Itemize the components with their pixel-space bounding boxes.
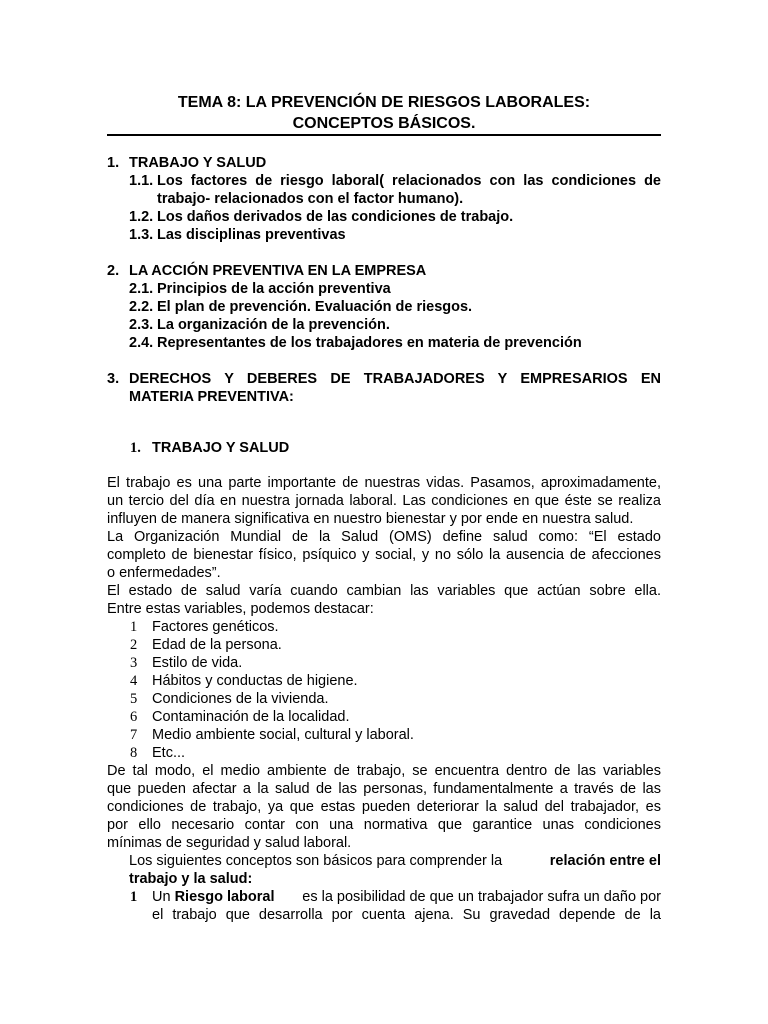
text-line	[129, 870, 661, 888]
list-text: Condiciones de la vivienda.	[152, 691, 329, 707]
list-number: 5	[130, 691, 138, 707]
text-line: completo de bienestar físico, psíquico y social, y no sólo la ausencia de afecciones	[107, 547, 661, 563]
list-number: 6	[130, 709, 138, 725]
text-line: un tercio del día en nuestra jornada laboral. Las condiciones en que éste se realiza	[107, 493, 661, 509]
list-text: Contaminación de la localidad.	[152, 709, 350, 725]
toc-label: LA ACCIÓN PREVENTIVA EN LA EMPRESA	[129, 263, 427, 279]
text-line: influyen de manera significativa en nuestro bienestar y por ende en nuestra salud.	[107, 511, 634, 527]
text-fragment: el trabajo que desarrolla por cuenta ajena. Su gravedad depende de la	[152, 907, 661, 923]
text-line: El trabajo es una parte importante de nuestras vidas. Pasamos, aproximadamente,	[107, 475, 661, 491]
toc-number: 1.3.	[129, 227, 154, 243]
list-number: 8	[130, 745, 138, 761]
list-number: 1	[130, 889, 138, 905]
toc-label: Los factores de riesgo laboral( relacionados con las condiciones de	[157, 173, 661, 189]
text-line: De tal modo, el medio ambiente de trabajo, se encuentra dentro de las variables	[107, 763, 661, 779]
page-title	[107, 92, 661, 134]
list-text: Etc...	[152, 745, 186, 761]
toc-number: 1.2.	[129, 209, 154, 225]
text-line: mínimas de seguridad y salud laboral.	[107, 835, 352, 851]
list-text: Medio ambiente social, cultural y laboral.	[152, 727, 414, 743]
title-divider	[107, 134, 661, 136]
text-line: condiciones de trabajo, ya que estas pueden deteriorar la salud del trabajador, es	[107, 799, 661, 815]
toc-label: Las disciplinas preventivas	[157, 227, 346, 243]
list-number: 1	[130, 619, 138, 635]
toc-label: El plan de prevención. Evaluación de riesgos.	[157, 299, 473, 315]
text-line: que pueden afectar a la salud de las personas, fundamentalmente a través de las	[107, 781, 661, 797]
list-number: 3	[130, 655, 138, 671]
text-line: o enfermedades”.	[107, 565, 221, 581]
text-fragment: Un	[152, 889, 171, 905]
text-fragment-bold: relación entre el	[549, 853, 661, 869]
toc-label: DERECHOS Y DEBERES DE TRABAJADORES Y EMPRESARIOS EN	[129, 371, 661, 387]
list-text: Estilo de vida.	[152, 655, 243, 671]
text-fragment: Los siguientes conceptos son básicos para comprender la	[129, 853, 503, 869]
list-number: 4	[130, 673, 138, 689]
toc-number: 2.4.	[129, 335, 154, 351]
text-fragment: es la posibilidad de que un trabajador sufra un daño por	[302, 889, 661, 905]
text-line	[152, 906, 661, 924]
section-number: 1.	[130, 440, 141, 456]
text-line: por ello necesario contar con una normativa que garantice unas condiciones	[107, 817, 661, 833]
text-fragment-bold: Riesgo laboral	[174, 889, 275, 905]
text-line: El estado de salud varía cuando cambian las variables que actúan sobre ella.	[107, 583, 661, 599]
toc-number: 2.	[107, 263, 120, 279]
section-title: TRABAJO Y SALUD	[152, 440, 290, 456]
toc-label-continued: trabajo- relacionados con el factor humano).	[157, 191, 464, 207]
text-line-mixed	[129, 852, 661, 870]
list-text: Hábitos y conductas de higiene.	[152, 673, 358, 689]
toc-number: 1.1.	[129, 173, 154, 189]
list-number: 2	[130, 637, 138, 653]
title-line-1: TEMA 8: LA PREVENCIÓN DE RIESGOS LABORALES:	[177, 94, 591, 111]
toc-number: 2.3.	[129, 317, 154, 333]
toc-number: 2.1.	[129, 281, 154, 297]
text-line: Entre estas variables, podemos destacar:	[107, 601, 374, 617]
toc-label: TRABAJO Y SALUD	[129, 155, 267, 171]
list-text: Edad de la persona.	[152, 637, 282, 653]
toc-label: Los daños derivados de las condiciones de trabajo.	[157, 209, 514, 225]
toc-label: Principios de la acción preventiva	[157, 281, 391, 297]
list-text: Factores genéticos.	[152, 619, 279, 635]
toc-label: La organización de la prevención.	[157, 317, 390, 333]
toc-number: 2.2.	[129, 299, 154, 315]
toc-label-continued: MATERIA PREVENTIVA:	[129, 389, 294, 405]
toc-number: 3.	[107, 371, 120, 387]
toc-label: Representantes de los trabajadores en materia de prevención	[157, 335, 582, 351]
text-line: La Organización Mundial de la Salud (OMS) define salud como: “El estado	[107, 529, 661, 545]
title-line-2: CONCEPTOS BÁSICOS.	[292, 115, 476, 132]
list-number: 7	[130, 727, 138, 743]
text-fragment-bold: trabajo y la salud:	[129, 871, 253, 887]
toc-number: 1.	[107, 155, 120, 171]
